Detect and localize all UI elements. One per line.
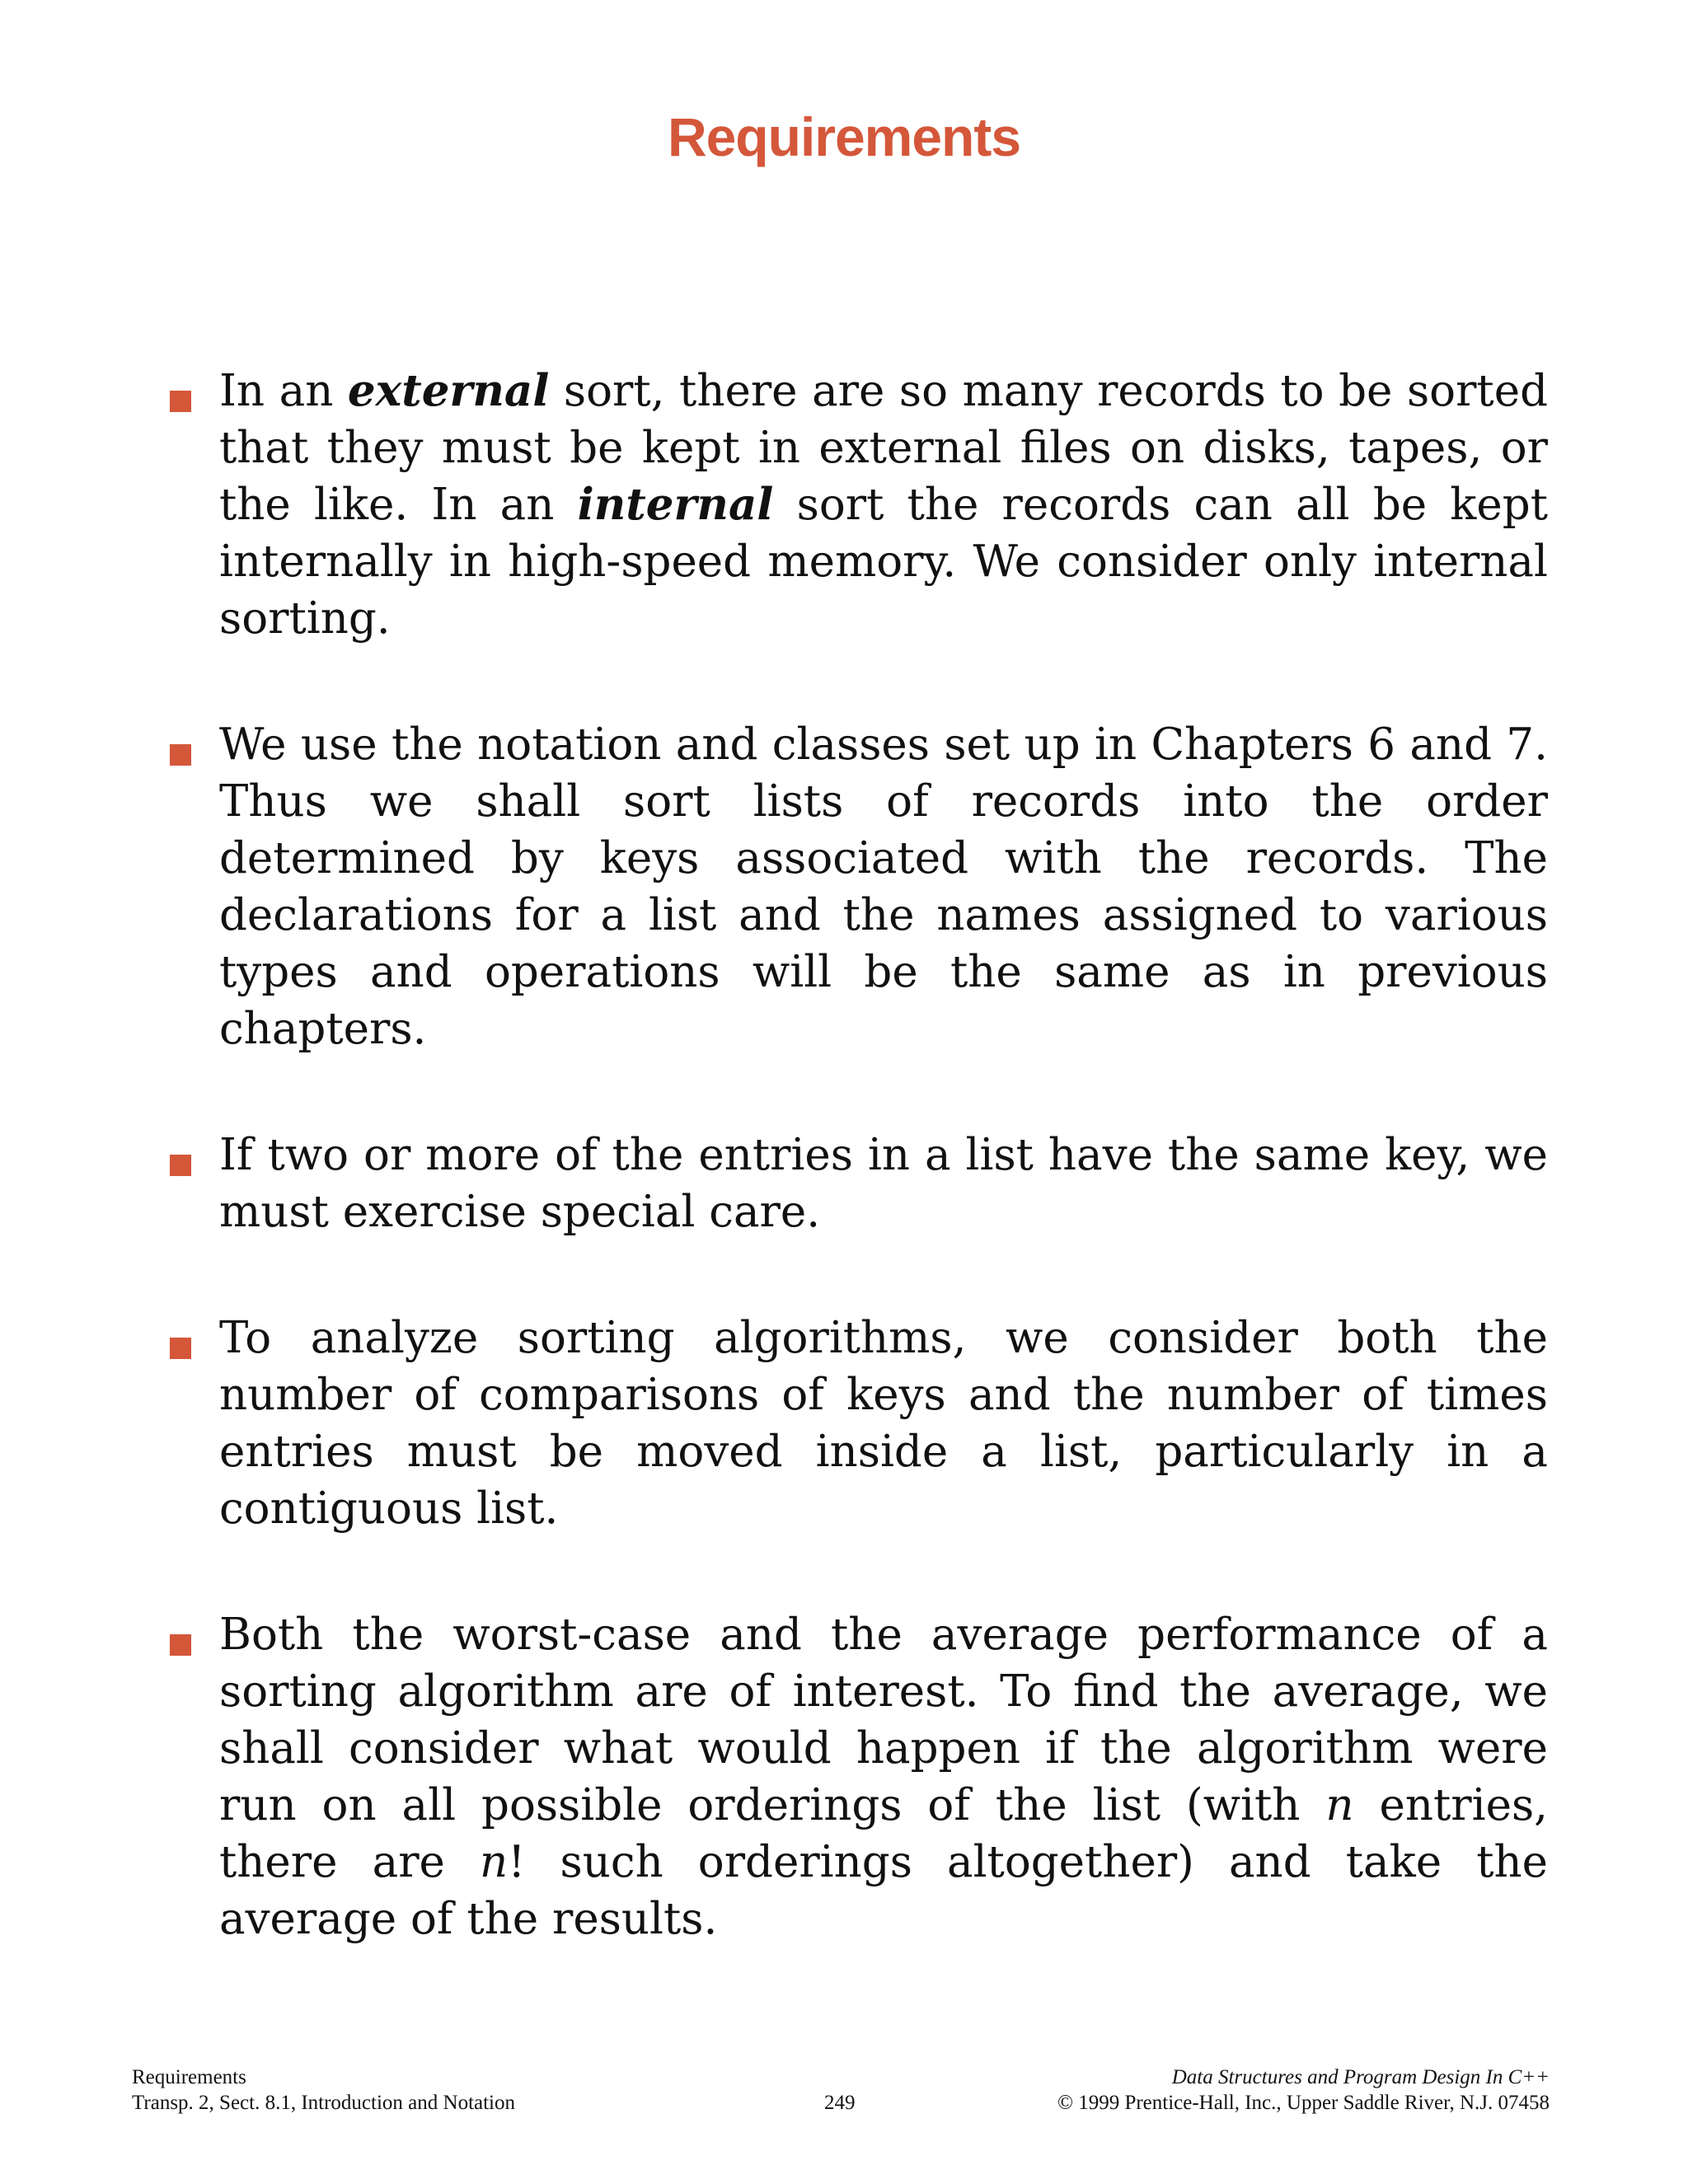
bullet-text: If two or more of the entries in a list have the same key, we must exercise special care. — [219, 1130, 1548, 1237]
square-bullet-icon — [170, 1338, 191, 1359]
bullet-item-external-internal — [163, 363, 1548, 647]
page-footer — [132, 2064, 1550, 2122]
math-n: n — [480, 1837, 509, 1887]
bullet-text: In an — [219, 366, 348, 416]
bullet-list — [163, 363, 1548, 1947]
bullet-text: sort, there are so many records to be sorted that they must be kept in external files on disks, tapes, or the like. In an — [219, 366, 1548, 530]
square-bullet-icon — [170, 1155, 191, 1176]
footer-copyright: © 1999 Prentice-Hall, Inc., Upper Saddle River, N.J. 07458 — [1057, 2092, 1550, 2114]
bullet-text: ! such orderings altogether) and take the average of the results. — [219, 1837, 1548, 1944]
term-internal: internal — [577, 479, 774, 530]
bullet-text: sort the records can all be kept internally in high-speed memory. We consider only internal sorting. — [219, 480, 1549, 644]
math-n: n — [1325, 1780, 1354, 1830]
bullet-text: We use the notation and classes set up in Chapters 6 and 7. Thus we shall sort lists of records into the order determined by keys associated with the records. The declarations for a list and the names assigned to various types and operations will be the same as in previous chapters. — [219, 719, 1548, 1054]
footer-section-title: Requirements — [132, 2066, 246, 2088]
square-bullet-icon — [170, 1634, 191, 1656]
bullet-text: To analyze sorting algorithms, we consider both the number of comparisons of keys and the number of times entries must be moved inside a list, particularly in a contiguous list. — [219, 1313, 1548, 1534]
square-bullet-icon — [170, 391, 191, 412]
bullet-item-performance — [163, 1606, 1548, 1947]
term-external: external — [347, 365, 550, 416]
footer-section-ref: Transp. 2, Sect. 8.1, Introduction and Notation — [132, 2092, 516, 2114]
bullet-item-analysis — [163, 1310, 1548, 1537]
footer-left — [132, 2064, 515, 2116]
bullet-text: entries, there are — [219, 1780, 1548, 1887]
footer-right — [1057, 2064, 1550, 2116]
page-number: 249 — [824, 2092, 856, 2114]
footer-book-title: Data Structures and Program Design In C++ — [1171, 2066, 1550, 2088]
bullet-item-same-key — [163, 1127, 1548, 1240]
square-bullet-icon — [170, 744, 191, 766]
bullet-text: Both the worst-case and the average performance of a sorting algorithm are of interest. To find the average, we shall consider what would happen if the algorithm were run on all possible orderings of the list (with — [219, 1610, 1548, 1830]
bullet-item-notation — [163, 716, 1548, 1057]
page-title: Requirements — [667, 106, 1021, 167]
